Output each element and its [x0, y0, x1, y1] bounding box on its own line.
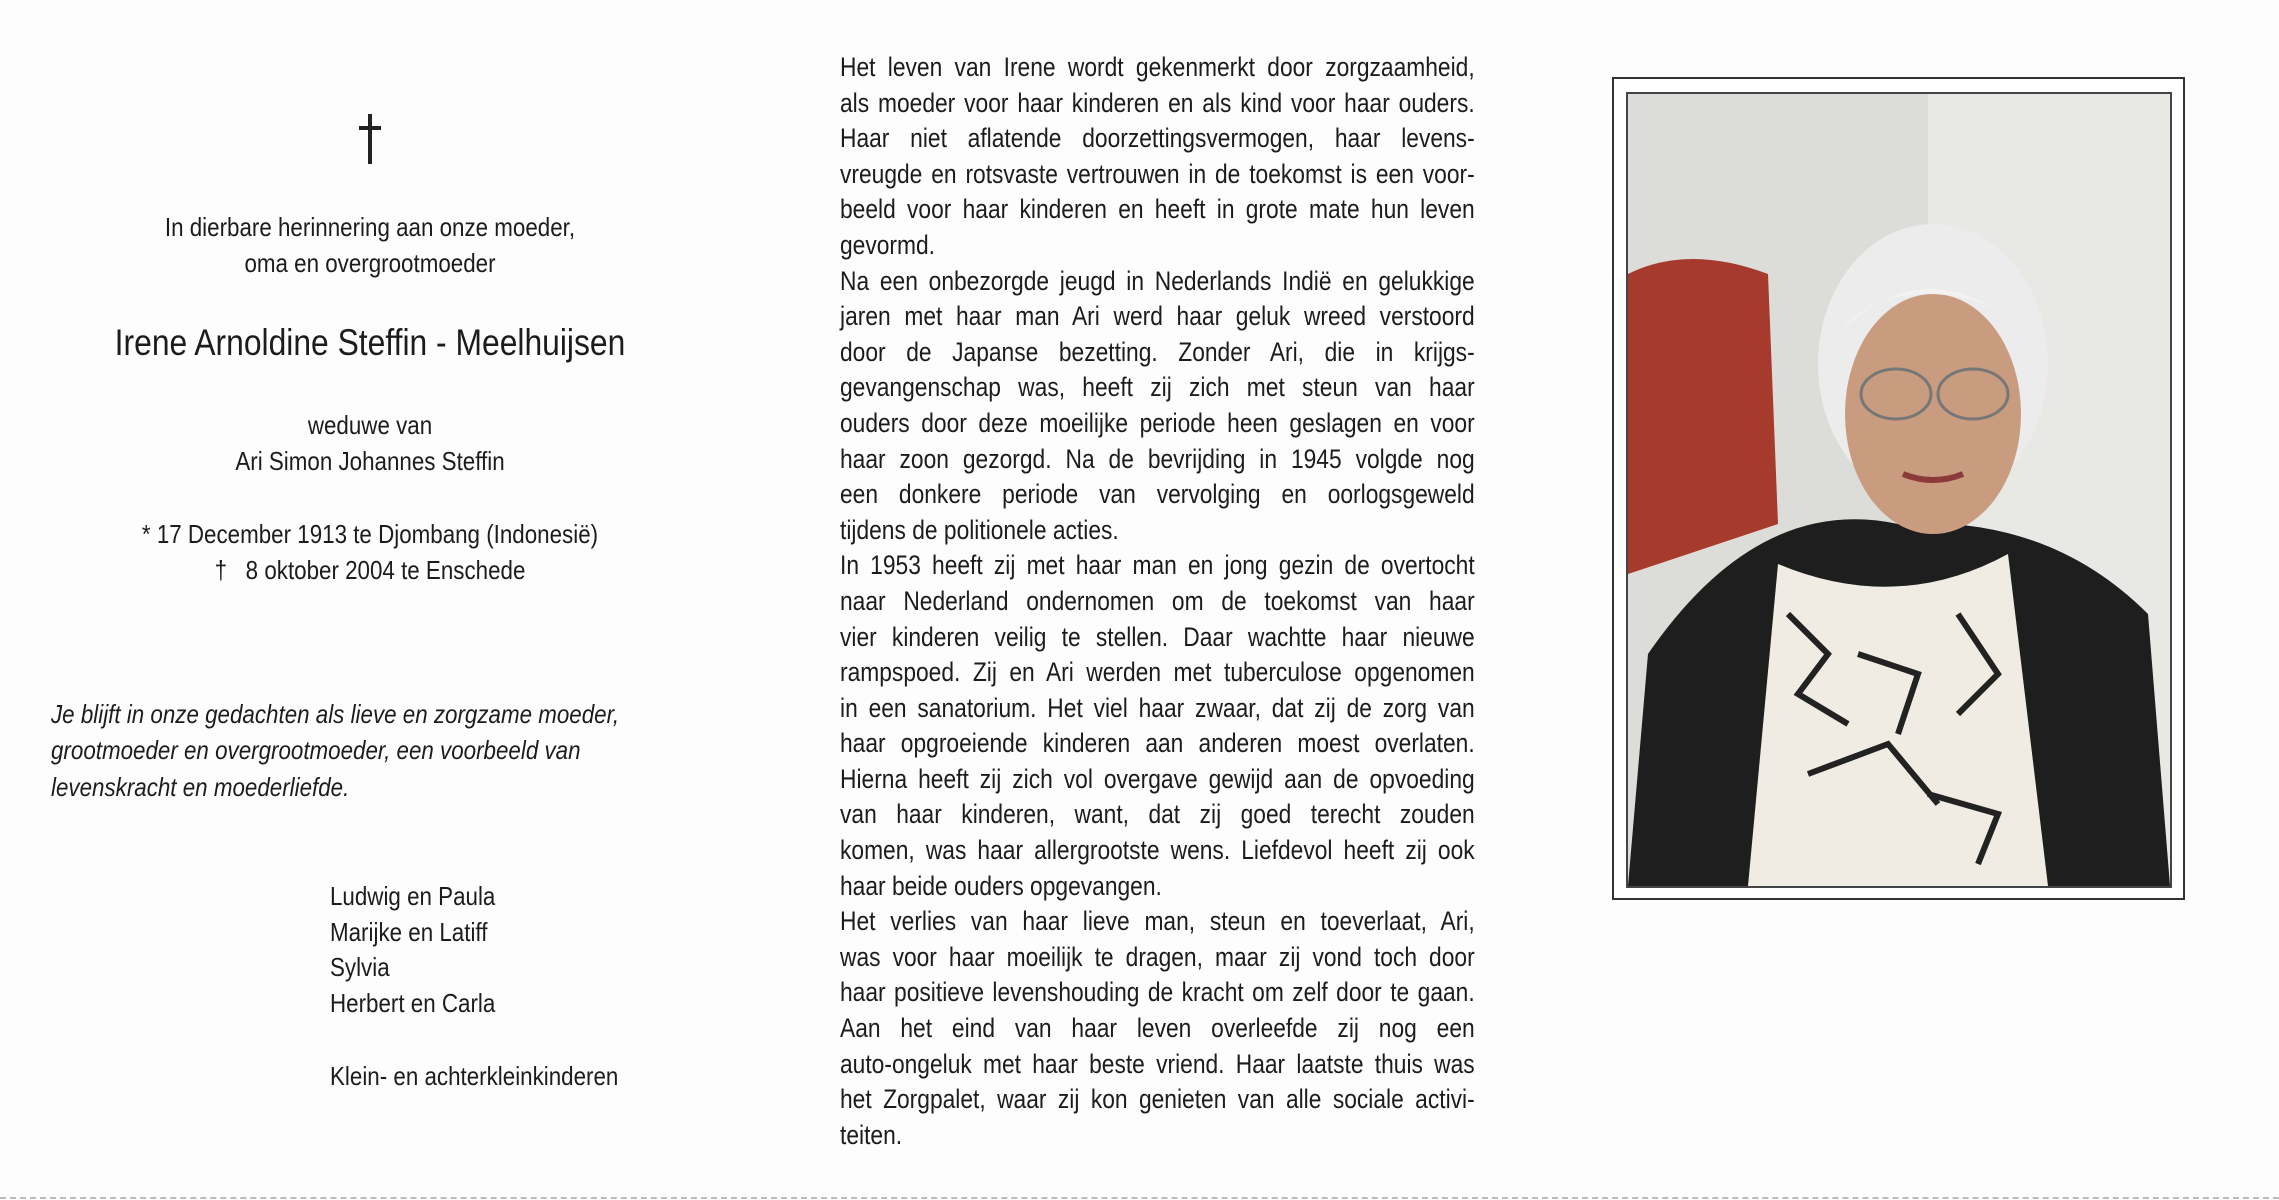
story-line: gevormd.: [840, 229, 936, 260]
story-line: jaren met haar man Ari werd haar geluk wreed verstoord: [840, 301, 1475, 332]
spouse-name: Ari Simon Johannes Steffin: [235, 446, 505, 476]
story-line: beeld voor haar kinderen en heeft in grote mate hun leven: [840, 194, 1475, 225]
family-member: Marijke en Latiff: [330, 917, 488, 947]
card-edge-divider: [0, 1197, 2279, 1199]
tribute-line-2: grootmoeder en overgrootmoeder, een voorbeeld van: [51, 735, 581, 765]
story-line: een donkere periode van vervolging en oorlogsgeweld: [840, 479, 1475, 510]
intro-line-2: oma en overgrootmoeder: [244, 248, 496, 278]
story-line: was voor haar moeilijk te dragen, maar zij vond toch door: [840, 941, 1475, 972]
story-line: In 1953 heeft zij met haar man en jong gezin de overtocht: [840, 550, 1475, 581]
family-member: Sylvia: [330, 952, 390, 982]
story-line: Het leven van Irene wordt gekenmerkt door zorgzaamheid,: [840, 52, 1475, 82]
story-line: het Zorgpalet, waar zij kon genieten van alle sociale activi-: [840, 1084, 1475, 1115]
story-line: komen, was haar allergrootste wens. Liefdevol heeft zij ook: [840, 835, 1475, 866]
story-line: tijdens de politionele acties.: [840, 514, 1119, 545]
story-line: vier kinderen veilig te stellen. Daar wachtte haar nieuwe: [840, 621, 1475, 652]
story-line: Hierna heeft zij zich vol overgave gewijd aan de opvoeding: [840, 763, 1475, 794]
story-line: door de Japanse bezetting. Zonder Ari, die in krijgs-: [840, 336, 1475, 367]
tribute-line-3: levenskracht en moederliefde.: [51, 772, 350, 802]
story-line: Na een onbezorgde jeugd in Nederlands Indië en gelukkige: [840, 265, 1475, 296]
story-line: vreugde en rotsvaste vertrouwen in de toekomst is een voor-: [840, 158, 1475, 189]
death-symbol: †: [214, 555, 228, 585]
deceased-name: Irene Arnoldine Steffin - Meelhuijsen: [114, 322, 626, 363]
story-line: Het verlies van haar lieve man, steun en toeverlaat, Ari,: [840, 906, 1475, 937]
portrait-photo: [1626, 92, 2172, 888]
cross-icon: [355, 114, 385, 164]
story-line: in een sanatorium. Het viel haar zwaar, dat zij de zorg van: [840, 692, 1475, 723]
story-line: haar beide ouders opgevangen.: [840, 870, 1162, 901]
story-line: van haar kinderen, want, dat zij goed terecht zouden: [840, 799, 1475, 830]
widow-of-label: weduwe van: [307, 410, 433, 440]
story-line: als moeder voor haar kinderen en als kind voor haar ouders.: [840, 87, 1475, 118]
death-date: 8 oktober 2004 te Enschede: [245, 555, 526, 585]
family-member: Ludwig en Paula: [330, 881, 496, 911]
story-line: rampspoed. Zij en Ari werden met tuberculose opgenomen: [840, 657, 1475, 688]
death-info: [121, 555, 620, 586]
life-story: [840, 50, 1475, 1153]
family-member: Herbert en Carla: [330, 988, 496, 1018]
birth-info: * 17 December 1913 te Djombang (Indonesië): [141, 519, 599, 549]
story-line: Haar niet aflatende doorzettingsvermogen, haar levens-: [840, 123, 1475, 154]
story-line: haar opgroeiende kinderen aan anderen moest overlaten.: [840, 728, 1475, 759]
tribute-line-1: Je blijft in onze gedachten als lieve en zorgzame moeder,: [51, 699, 620, 729]
story-line: Aan het eind van haar leven overleefde zij nog een: [840, 1013, 1475, 1044]
story-line: gevangenschap was, heeft zij zich met steun van haar: [840, 372, 1475, 403]
story-line: haar positieve levenshouding de kracht om zelf door te gaan.: [840, 977, 1475, 1008]
story-line: teiten.: [840, 1119, 903, 1150]
story-line: auto-ongeluk met haar beste vriend. Haar laatste thuis was: [840, 1048, 1475, 1079]
intro-line-1: In dierbare herinnering aan onze moeder,: [164, 212, 576, 242]
grandchildren: Klein- en achterkleinkinderen: [330, 1061, 619, 1091]
story-line: haar zoon gezorgd. Na de bevrijding in 1945 volgde nog: [840, 443, 1475, 474]
story-line: naar Nederland ondernomen om de toekomst van haar: [840, 585, 1475, 616]
story-line: ouders door deze moeilijke periode heen geslagen en voor: [840, 407, 1475, 438]
